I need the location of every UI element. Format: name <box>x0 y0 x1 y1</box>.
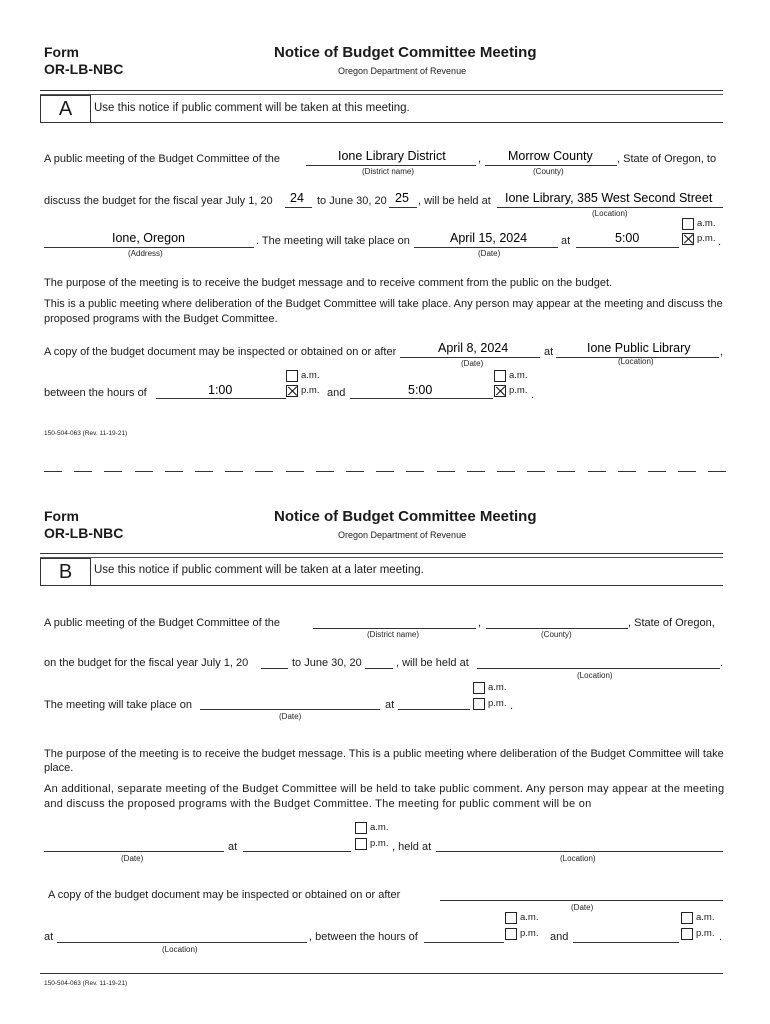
b-fy-start-field[interactable] <box>261 668 288 669</box>
period: . <box>720 657 724 669</box>
a-hours-prefix: between the hours of <box>44 387 147 399</box>
section-a-top-rule-thin <box>40 94 723 95</box>
b-comment-am-checkbox[interactable] <box>355 822 367 834</box>
section-b-bottom-rule <box>40 973 723 974</box>
a-hours-end-field[interactable] <box>350 398 493 399</box>
b-comment-pm-label: p.m. <box>370 838 389 849</box>
b-hours-end-field[interactable] <box>573 942 679 943</box>
a-copy-prefix: A copy of the budget document may be inspected or obtained on or after <box>44 346 397 358</box>
section-a-letter: A <box>40 95 91 123</box>
cut-dash <box>195 471 213 472</box>
b-hours-end-am-label: a.m. <box>696 912 715 923</box>
section-b-top-rule-thin <box>40 557 723 558</box>
agency-name-b: Oregon Department of Revenue <box>338 530 467 540</box>
section-b-top-rule <box>40 553 723 554</box>
comma: , <box>478 153 482 165</box>
a-address-field[interactable] <box>44 247 254 248</box>
section-a-top-rule <box>40 90 723 91</box>
a-meeting-date-value[interactable]: April 15, 2024 <box>450 231 528 245</box>
period: . <box>718 236 722 248</box>
a-line2-prefix: discuss the budget for the fiscal year July 1, 20 <box>44 195 273 207</box>
b-hours-start-am-label: a.m. <box>520 912 539 923</box>
b-comment-location-field[interactable] <box>436 851 723 852</box>
cap-address: (Address) <box>128 249 163 258</box>
cap-b-copy-date: (Date) <box>571 903 594 912</box>
b-hours-end-pm-label: p.m. <box>696 928 715 939</box>
cut-dash <box>467 471 485 472</box>
a-line2-suffix: , will be held at <box>418 195 491 207</box>
cap-b-date: (Date) <box>279 712 302 721</box>
a-county-field[interactable] <box>485 165 617 166</box>
cut-dash <box>618 471 636 472</box>
b-line1-suffix: , State of Oregon, <box>628 617 715 629</box>
a-meeting-am-checkbox[interactable] <box>682 218 694 230</box>
b-copy-prefix: A copy of the budget document may be inspected or obtained on or after <box>48 889 401 901</box>
cap-b-copy-location: (Location) <box>162 945 198 954</box>
a-district-value[interactable]: Ione Library District <box>338 149 446 163</box>
b-comment-time-field[interactable] <box>243 851 351 852</box>
a-hours-start-pm-checkbox[interactable] <box>286 385 298 397</box>
b-at-location-label: at <box>44 931 54 943</box>
a-fy-end-value[interactable]: 25 <box>395 191 409 205</box>
b-at-label: at <box>385 699 395 711</box>
b-line2-mid: to June 30, 20 <box>292 657 362 669</box>
b-hours-start-pm-label: p.m. <box>520 928 539 939</box>
form-label-b: Form <box>44 508 79 524</box>
agency-name: Oregon Department of Revenue <box>338 66 467 76</box>
a-copy-date-field[interactable] <box>400 357 540 358</box>
b-meeting-pm-checkbox[interactable] <box>473 698 485 710</box>
b-meeting-prefix: The meeting will take place on <box>44 699 192 711</box>
cut-dash <box>376 471 394 472</box>
b-hours-end-pm-checkbox[interactable] <box>681 928 693 940</box>
cut-dash <box>437 471 455 472</box>
cut-dash <box>165 471 183 472</box>
a-hours-start-am-label: a.m. <box>301 370 320 381</box>
b-comment-am-label: a.m. <box>370 822 389 833</box>
section-a-banner: Use this notice if public comment will be taken at this meeting. <box>94 102 410 114</box>
comma: , <box>478 617 482 629</box>
b-hours-start-field[interactable] <box>424 942 504 943</box>
a-location-value[interactable]: Ione Library, 385 West Second Street <box>505 191 713 205</box>
section-a-banner-rule <box>40 122 723 123</box>
a-purpose-text: The purpose of the meeting is to receive the budget message and to receive comment from the public on the budget. <box>44 277 613 289</box>
cap-b-district: (District name) <box>367 630 420 639</box>
a-district-field[interactable] <box>306 165 476 166</box>
cut-dash <box>648 471 666 472</box>
b-hours-start-am-checkbox[interactable] <box>505 912 517 924</box>
b-district-field[interactable] <box>313 628 476 629</box>
a-hours-and: and <box>327 387 346 399</box>
a-meeting-time-field[interactable] <box>576 247 679 248</box>
cut-dash <box>104 471 122 472</box>
a-location-field[interactable] <box>497 207 723 208</box>
b-comment-pm-checkbox[interactable] <box>355 838 367 850</box>
cap-b-comment-location: (Location) <box>560 854 596 863</box>
cap-b-location: (Location) <box>577 671 613 680</box>
b-comment-date-field[interactable] <box>44 851 224 852</box>
a-fy-start-field[interactable] <box>285 207 312 208</box>
b-meeting-date-field[interactable] <box>200 709 380 710</box>
comma: , <box>720 346 724 358</box>
a-line1-prefix: A public meeting of the Budget Committee of the <box>44 153 281 165</box>
a-pm-label: p.m. <box>697 233 716 244</box>
b-meeting-time-field[interactable] <box>398 709 470 710</box>
form-label: Form <box>44 44 79 60</box>
b-purpose-text: The purpose of the meeting is to receive the budget message. This is a public meeting where deliberation of the Budget Committee will take place. <box>44 748 724 774</box>
a-hours-start-value[interactable]: 1:00 <box>208 383 233 397</box>
b-held-at: , held at <box>392 841 432 853</box>
cut-dash <box>497 471 515 472</box>
a-copy-location-value[interactable]: Ione Public Library <box>587 341 691 355</box>
b-hours-and: and <box>550 931 569 943</box>
cap-b-county: (County) <box>541 630 572 639</box>
b-pm-label: p.m. <box>488 698 507 709</box>
b-copy-date-field[interactable] <box>440 900 723 901</box>
form-title: Notice of Budget Committee Meeting <box>274 44 537 61</box>
section-b-banner-rule <box>40 585 723 586</box>
a-copy-date-value[interactable]: April 8, 2024 <box>438 341 509 355</box>
a-line1-suffix: , State of Oregon, to <box>617 153 717 165</box>
a-meeting-pm-checkbox[interactable] <box>682 233 694 245</box>
b-line2-prefix: on the budget for the fiscal year July 1, 20 <box>44 657 249 669</box>
a-line3-mid: . The meeting will take place on <box>256 235 410 247</box>
b-meeting-am-checkbox[interactable] <box>473 682 485 694</box>
cut-dash <box>678 471 696 472</box>
section-b-banner: Use this notice if public comment will be taken at a later meeting. <box>94 564 424 576</box>
a-fy-start-value[interactable]: 24 <box>290 191 304 205</box>
cap-district: (District name) <box>362 167 415 176</box>
cut-dash <box>708 471 726 472</box>
period: . <box>719 931 723 943</box>
cut-dash <box>44 471 62 472</box>
section-b-letter: B <box>40 558 91 586</box>
cap-date: (Date) <box>478 249 501 258</box>
cap-location: (Location) <box>592 209 628 218</box>
cap-copy-date: (Date) <box>461 359 484 368</box>
cut-dash <box>588 471 606 472</box>
a-line2-mid: to June 30, 20 <box>317 195 387 207</box>
cut-dash <box>255 471 273 472</box>
a-county-value[interactable]: Morrow County <box>508 149 593 163</box>
a-revision: 150-504-063 (Rev. 11-19-21) <box>44 430 128 437</box>
b-additional-text: An additional, separate meeting of the Budget Committee will be held to take public comment. Any person may appear at the meeting and discuss the proposed programs with the Budget Committee. The meeting for public comment will be on <box>44 783 725 810</box>
form-title-b: Notice of Budget Committee Meeting <box>274 508 537 525</box>
period: . <box>510 700 514 712</box>
b-revision: 150-504-063 (Rev. 11-19-21) <box>44 980 128 987</box>
a-hours-end-am-label: a.m. <box>509 370 528 381</box>
a-hours-end-value[interactable]: 5:00 <box>408 383 433 397</box>
b-hours-start-pm-checkbox[interactable] <box>505 928 517 940</box>
cut-dash <box>135 471 153 472</box>
cap-b-comment-date: (Date) <box>121 854 144 863</box>
cut-dash <box>406 471 424 472</box>
a-public-text: This is a public meeting where deliberation of the Budget Committee will take place. Any person may appear at the meeting and discuss the proposed programs with the Budget Committee. <box>44 298 723 325</box>
b-copy-location-field[interactable] <box>57 942 307 943</box>
form-code-b: OR-LB-NBC <box>44 525 124 541</box>
cap-county: (County) <box>533 167 564 176</box>
a-hours-start-am-checkbox[interactable] <box>286 370 298 382</box>
b-county-field[interactable] <box>486 628 628 629</box>
cap-copy-location: (Location) <box>618 357 654 366</box>
a-hours-end-am-checkbox[interactable] <box>494 370 506 382</box>
a-am-label: a.m. <box>697 218 716 229</box>
a-copy-at: at <box>544 346 554 358</box>
b-line1-prefix: A public meeting of the Budget Committee of the <box>44 617 281 629</box>
a-hours-start-field[interactable] <box>156 398 286 399</box>
cut-dash <box>316 471 334 472</box>
b-fy-end-field[interactable] <box>365 668 393 669</box>
period: . <box>531 389 535 401</box>
b-between-label: , between the hours of <box>309 931 418 943</box>
b-comment-at: at <box>228 841 238 853</box>
a-hours-end-pm-checkbox[interactable] <box>494 385 506 397</box>
a-fy-end-field[interactable] <box>389 207 417 208</box>
a-at-label: at <box>561 235 571 247</box>
a-hours-end-pm-label: p.m. <box>509 385 528 396</box>
a-meeting-date-field[interactable] <box>414 247 558 248</box>
form-code: OR-LB-NBC <box>44 61 124 77</box>
cut-dash <box>346 471 364 472</box>
b-hours-end-am-checkbox[interactable] <box>681 912 693 924</box>
cut-dash <box>527 471 545 472</box>
cut-dash <box>74 471 92 472</box>
b-line2-suffix: , will be held at <box>396 657 469 669</box>
cut-dash <box>557 471 575 472</box>
cut-dash <box>286 471 304 472</box>
b-am-label: a.m. <box>488 682 507 693</box>
a-address-value[interactable]: Ione, Oregon <box>112 231 185 245</box>
cut-dash <box>225 471 243 472</box>
b-location-field[interactable] <box>477 668 720 669</box>
a-hours-start-pm-label: p.m. <box>301 385 320 396</box>
a-meeting-time-value[interactable]: 5:00 <box>615 231 640 245</box>
